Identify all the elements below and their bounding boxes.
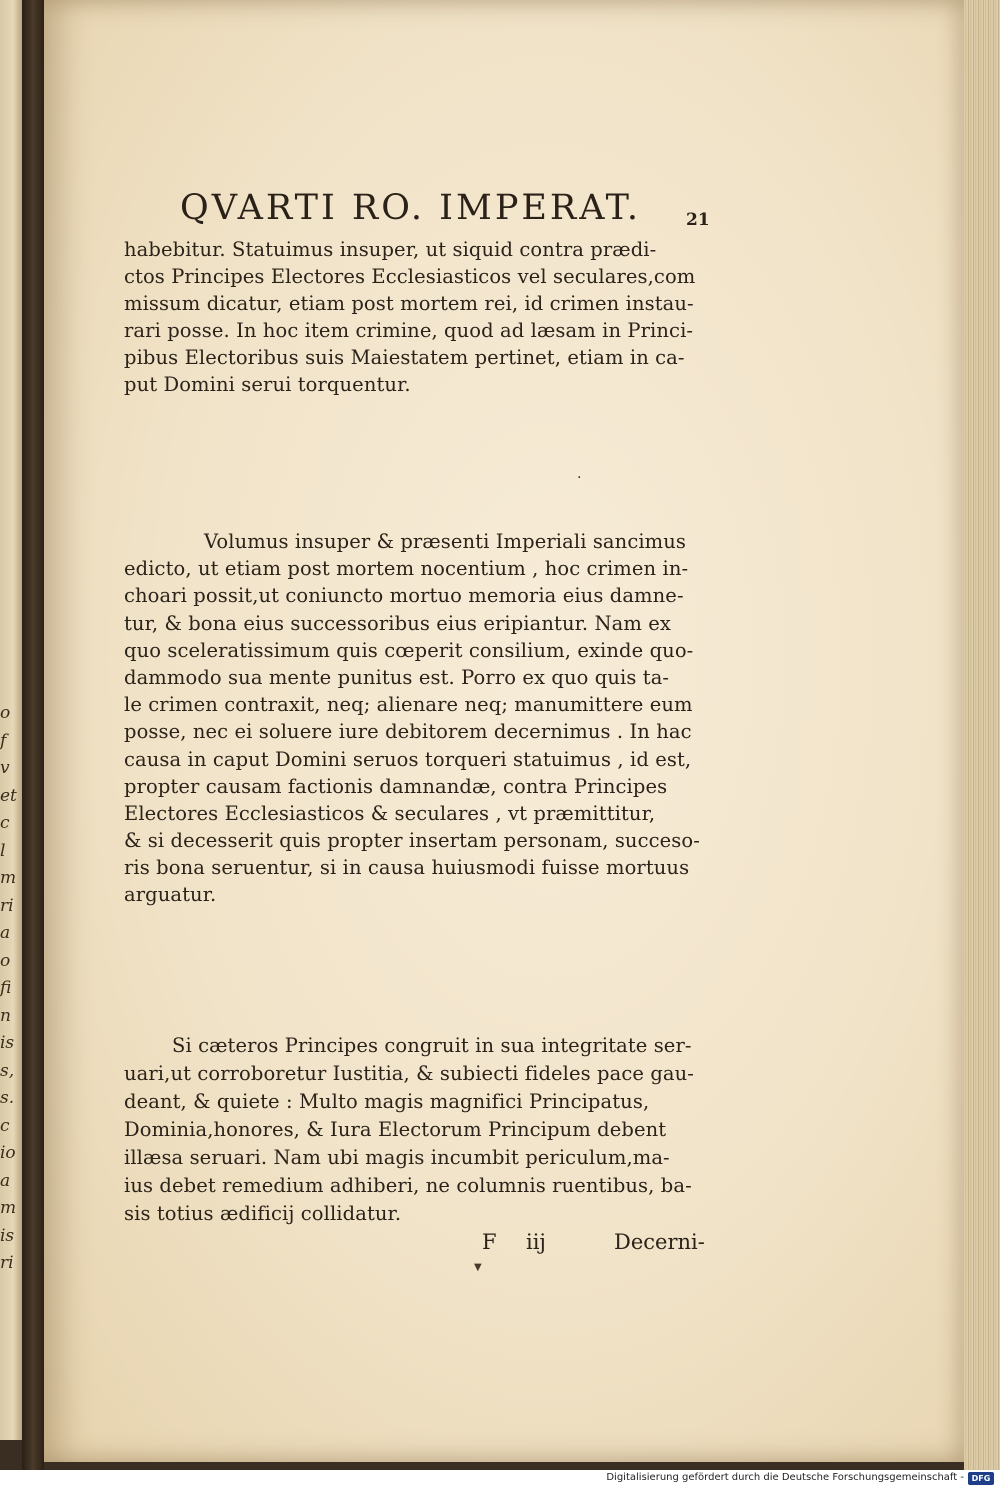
text-line: tur, & bona eius successoribus eius eripiantur. Nam ex xyxy=(124,611,672,635)
text-line: arguatur. xyxy=(124,883,217,907)
facing-page-edge xyxy=(0,0,22,1440)
margin-fragment: is xyxy=(0,1033,15,1053)
text-line: edicto, ut etiam post mortem nocentium , hoc crimen in- xyxy=(124,557,689,581)
running-head: QVARTI RO. IMPERAT. xyxy=(180,188,641,228)
book-gutter xyxy=(22,0,44,1470)
facing-page-fragments xyxy=(0,700,22,1278)
margin-fragment: m xyxy=(0,1198,17,1218)
text-line: Si cæteros Principes congruit in sua integritate ser- xyxy=(172,1034,692,1057)
text-line: rari posse. In hoc item crimine, quod ad læsam in Princi- xyxy=(124,319,694,342)
text-line: Dominia,honores, & Iura Electorum Principum debent xyxy=(124,1118,667,1141)
text-line: & si decesserit quis propter insertam personam, succeso- xyxy=(124,829,700,853)
margin-fragment: v xyxy=(0,758,10,778)
folio-number: 21 xyxy=(686,210,710,230)
margin-fragment: l xyxy=(0,840,6,861)
text-line: habebitur. Statuimus insuper, ut siquid contra prædi- xyxy=(124,238,657,261)
text-line: deant, & quiete : Multo magis magnifici Principatus, xyxy=(124,1090,650,1113)
margin-fragment: is xyxy=(0,1225,15,1246)
text-line: Electores Ecclesiasticos & seculares , vt præmittitur, xyxy=(124,801,656,825)
dfg-logo-icon: DFG xyxy=(968,1472,994,1485)
margin-fragment: fi xyxy=(0,978,12,998)
margin-fragment: c xyxy=(0,1115,10,1136)
text-line: choari possit,ut coniuncto mortuo memoria eius damne- xyxy=(124,584,684,608)
margin-fragment: n xyxy=(0,1005,11,1026)
text-line: put Domini serui torquentur. xyxy=(124,373,411,396)
margin-fragment: a xyxy=(0,1170,11,1191)
footer-bar xyxy=(0,1470,1000,1488)
footer-credit: Digitalisierung gefördert durch die Deutsche Forschungsgemeinschaft - xyxy=(606,1472,964,1483)
text-line: pibus Electoribus suis Maiestatem pertinet, etiam in ca- xyxy=(124,346,685,369)
margin-fragment: ri xyxy=(0,1253,14,1273)
text-line: posse, nec ei soluere iure debitorem decernimus . In hac xyxy=(124,720,692,744)
text-line: causa in caput Domini seruos torqueri statuimus , id est, xyxy=(124,747,692,771)
margin-fragment: ri xyxy=(0,895,14,916)
text-line: sis totius ædificij collidatur. xyxy=(124,1202,402,1225)
text-line: uari,ut corroboretur Iustitia, & subiecti fideles pace gau- xyxy=(124,1062,694,1085)
margin-fragment: m xyxy=(0,868,17,888)
margin-fragment: io xyxy=(0,1143,16,1163)
paragraph-1 xyxy=(124,238,710,400)
margin-fragment: s. xyxy=(0,1088,15,1108)
margin-fragment: a xyxy=(0,923,11,943)
text-line: illæsa seruari. Nam ubi magis incumbit periculum,ma- xyxy=(124,1146,670,1169)
paragraph-2 xyxy=(124,530,710,911)
text-line: ctos Principes Electores Ecclesiasticos vel seculares,com xyxy=(124,265,696,288)
signature-mark: F xyxy=(482,1230,497,1254)
text-line: ris bona seruentur, si in causa huiusmodi fuisse mortuus xyxy=(124,856,690,880)
text-line: le crimen contraxit, neq; alienare neq; manumittere eum xyxy=(124,693,693,717)
printer-dot: · xyxy=(577,470,582,486)
text-line: propter causam factionis damnandæ, contra Principes xyxy=(124,774,668,798)
page-fore-edge xyxy=(964,0,1000,1470)
signature-number: iij xyxy=(526,1230,546,1254)
margin-fragment: c xyxy=(0,813,10,833)
catchword: Decerni- xyxy=(614,1230,705,1254)
paragraph-3 xyxy=(124,1034,710,1230)
ink-mark: ▼ xyxy=(474,1262,482,1273)
margin-fragment: et xyxy=(0,785,17,806)
margin-fragment: o xyxy=(0,703,11,723)
text-line: Volumus insuper & præsenti Imperiali sancimus xyxy=(204,530,687,553)
margin-fragment: s, xyxy=(0,1060,15,1081)
text-line: missum dicatur, etiam post mortem rei, id crimen instau- xyxy=(124,292,694,315)
margin-fragment: o xyxy=(0,950,11,971)
text-line: quo sceleratissimum quis cœperit consilium, exinde quo- xyxy=(124,638,694,662)
margin-fragment: f xyxy=(0,730,7,751)
text-line: ius debet remedium adhiberi, ne columnis ruentibus, ba- xyxy=(124,1174,692,1197)
text-line: dammodo sua mente punitus est. Porro ex quo quis ta- xyxy=(124,665,670,689)
